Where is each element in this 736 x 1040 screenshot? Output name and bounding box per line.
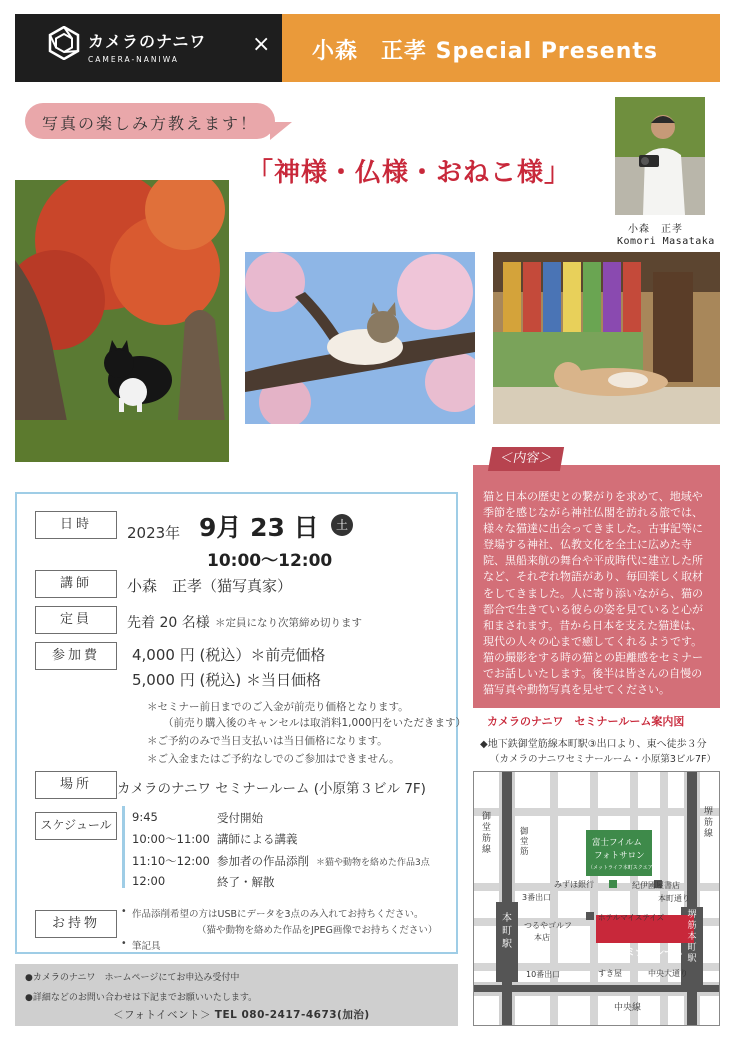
cat-in-temple-photo — [493, 252, 720, 424]
venue-label: 場所 — [35, 771, 117, 799]
schedule-note: ＊猫や動物を絡めた作品3点 — [316, 858, 430, 868]
cat-in-cherry-blossom-photo — [245, 252, 475, 424]
tagline-text: 写真の楽しみ方教えます！ — [41, 114, 258, 133]
main-title: 「神様・仏様・おねこ様」 — [247, 158, 572, 188]
map-label: 堺筋本町駅 — [687, 910, 697, 964]
map-label: 本町駅 — [502, 913, 512, 950]
map-title: カメラのナニワ セミナールーム案内図 — [487, 715, 685, 728]
schedule-time: 11:10〜12:00 — [132, 854, 210, 868]
bring-item-bullet: • — [121, 906, 127, 917]
map-label: 本町通り — [658, 894, 690, 903]
map-label: 堺筋線 — [704, 807, 714, 839]
map-label: すき屋 — [598, 969, 622, 978]
footer-application: ●カメラのナニワ ホームページにてお申込み受付中 — [25, 973, 240, 983]
fee-sameday: 5,000 円 (税込) ＊当日価格 — [132, 671, 321, 689]
schedule-time: 9:45 — [132, 810, 158, 824]
collab-cross: × — [252, 32, 271, 57]
fee-note: ＊ご予約のみで当日支払いは当日価格になります。 — [147, 735, 388, 747]
fee-note: （前売り購入後のキャンセルは取消料1,000円をいただきます） — [163, 717, 467, 729]
schedule-item: 参加者の作品添削 — [217, 854, 309, 868]
instructor-photo — [615, 97, 705, 215]
footer-contact — [113, 1007, 370, 1022]
map-label: ホテルマイステイズ — [598, 913, 665, 922]
map-label: みずほ銀行 — [554, 880, 594, 889]
event-month-day: 9月 23 日 — [199, 513, 319, 542]
event-year: 2023年 — [127, 524, 181, 542]
access-map — [473, 771, 720, 1026]
map-label: つるやゴルフ — [524, 921, 572, 930]
brand-name: カメラのナニワ — [88, 32, 207, 51]
instructor-name-roman: Komori Masataka — [617, 236, 715, 247]
weekday-badge — [331, 514, 353, 536]
schedule-accent-bar — [122, 806, 125, 888]
brand-header — [15, 14, 282, 82]
bring-item: （猫や動物を絡めた作品をJPEG画像でお持ちください） — [197, 925, 438, 936]
map-label: 本店 — [534, 933, 550, 942]
event-details-box — [15, 492, 467, 954]
header-title-bar — [282, 14, 720, 82]
bring-item-bullet: • — [121, 938, 127, 949]
map-direction-note: （カメラのナニワセミナールーム・小原第3ビル7F） — [490, 754, 716, 765]
instructor-label: 講師 — [35, 570, 117, 598]
footer-phone: TEL 080-2417-4673(加治) — [214, 1009, 370, 1021]
seminar-room-marker: 7F セミナールーム — [600, 947, 683, 958]
schedule-label: スケジュール — [35, 812, 117, 840]
map-label: 中央線 — [614, 1003, 642, 1013]
capacity-value: 先着 20 名様 — [127, 615, 210, 631]
fee-advance: 4,000 円 (税込）＊前売価格 — [132, 646, 326, 664]
fee-label: 参加費 — [35, 642, 117, 670]
map-label: 中央大通り — [648, 969, 688, 978]
instructor-value: 小森 正孝（猫写真家） — [127, 577, 293, 595]
venue-value: カメラのナニワ セミナールーム (小原第３ビル 7F) — [117, 781, 426, 797]
tagline-bubble — [25, 103, 275, 139]
bring-item: 作品添削希望の方はUSBにデータを3点のみ入れてお持ちください。 — [132, 909, 424, 920]
schedule-item: 講師による講義 — [217, 832, 298, 846]
event-time: 10:00〜12:00 — [207, 551, 333, 571]
capacity-label: 定員 — [35, 606, 117, 634]
bring-item: 筆記具 — [132, 941, 161, 952]
map-label: 御堂筋線 — [482, 812, 492, 855]
content-tag: ＜内容＞ — [488, 447, 564, 471]
map-direction: ◆地下鉄御堂筋線本町駅③出口より、東へ徒歩３分 — [480, 739, 707, 750]
cat-in-autumn-tree-photo — [15, 180, 229, 462]
map-label: 富士フイルム — [592, 838, 642, 848]
camera-shutter-logo-icon — [47, 26, 81, 60]
instructor-name: 小森 正孝 — [628, 224, 683, 235]
contact-footer — [15, 964, 458, 1026]
map-label: 御堂筋 — [520, 827, 529, 857]
schedule-time: 10:00〜11:00 — [132, 832, 210, 846]
schedule-item: 終了・解散 — [217, 875, 275, 889]
instructor-illustration — [615, 97, 705, 215]
footer-inquiry: ●詳細などのお問い合わせは下記までお願いいたします。 — [25, 993, 258, 1003]
fee-note: ＊セミナー前日までのご入金が前売り価格となります。 — [147, 701, 409, 713]
map-label: 3番出口 — [522, 893, 552, 902]
footer-contact-label: ＜フォトイベント＞ — [113, 1009, 211, 1021]
map-label: 10番出口 — [526, 970, 561, 979]
map-label: （メットライフ本町スクエア） — [588, 865, 658, 871]
brand-name-en: CAMERA-NANIWA — [88, 55, 179, 64]
schedule-time: 12:00 — [132, 874, 166, 888]
weekday-text: 土 — [335, 518, 348, 532]
map-label: フォトサロン — [594, 851, 645, 861]
schedule-item: 受付開始 — [217, 811, 263, 825]
bring-label: お持物 — [35, 910, 117, 938]
tagline-bubble-tail — [270, 122, 292, 140]
header-title: 小森 正孝 Special Presents — [312, 39, 658, 64]
map-label: 紀伊國屋書店 — [632, 881, 680, 890]
content-description: 猫と日本の歴史との繋がりを求めて、地域や季節を感じながら神社仏閣を訪れる旅では、様々な猫達に出会ってきました。古事記等に登場する神社、仏教文化を全土に広めた寺院、黒船来航の舞台や平成時代に建立した所など、それぞれ物語があり、毎回楽しく取材をしてきました。人に寄り添いながら、猫の都合で生きている彼らの姿を見ていると心が和まされます。昔から日本を支えた猫達は、現代の人々の心まで癒してくれるようです。猫の撮影をする時の猫との距離感をセミナーでお話しいたします。後半は皆さんの自慢の猫写真や動物写真を見せてください。 — [483, 490, 703, 697]
date-label: 日時 — [35, 511, 117, 539]
capacity-note: ＊定員になり次第締め切ります — [215, 617, 362, 629]
fee-note: ＊ご入金またはご予約なしでのご参加はできません。 — [147, 753, 400, 765]
